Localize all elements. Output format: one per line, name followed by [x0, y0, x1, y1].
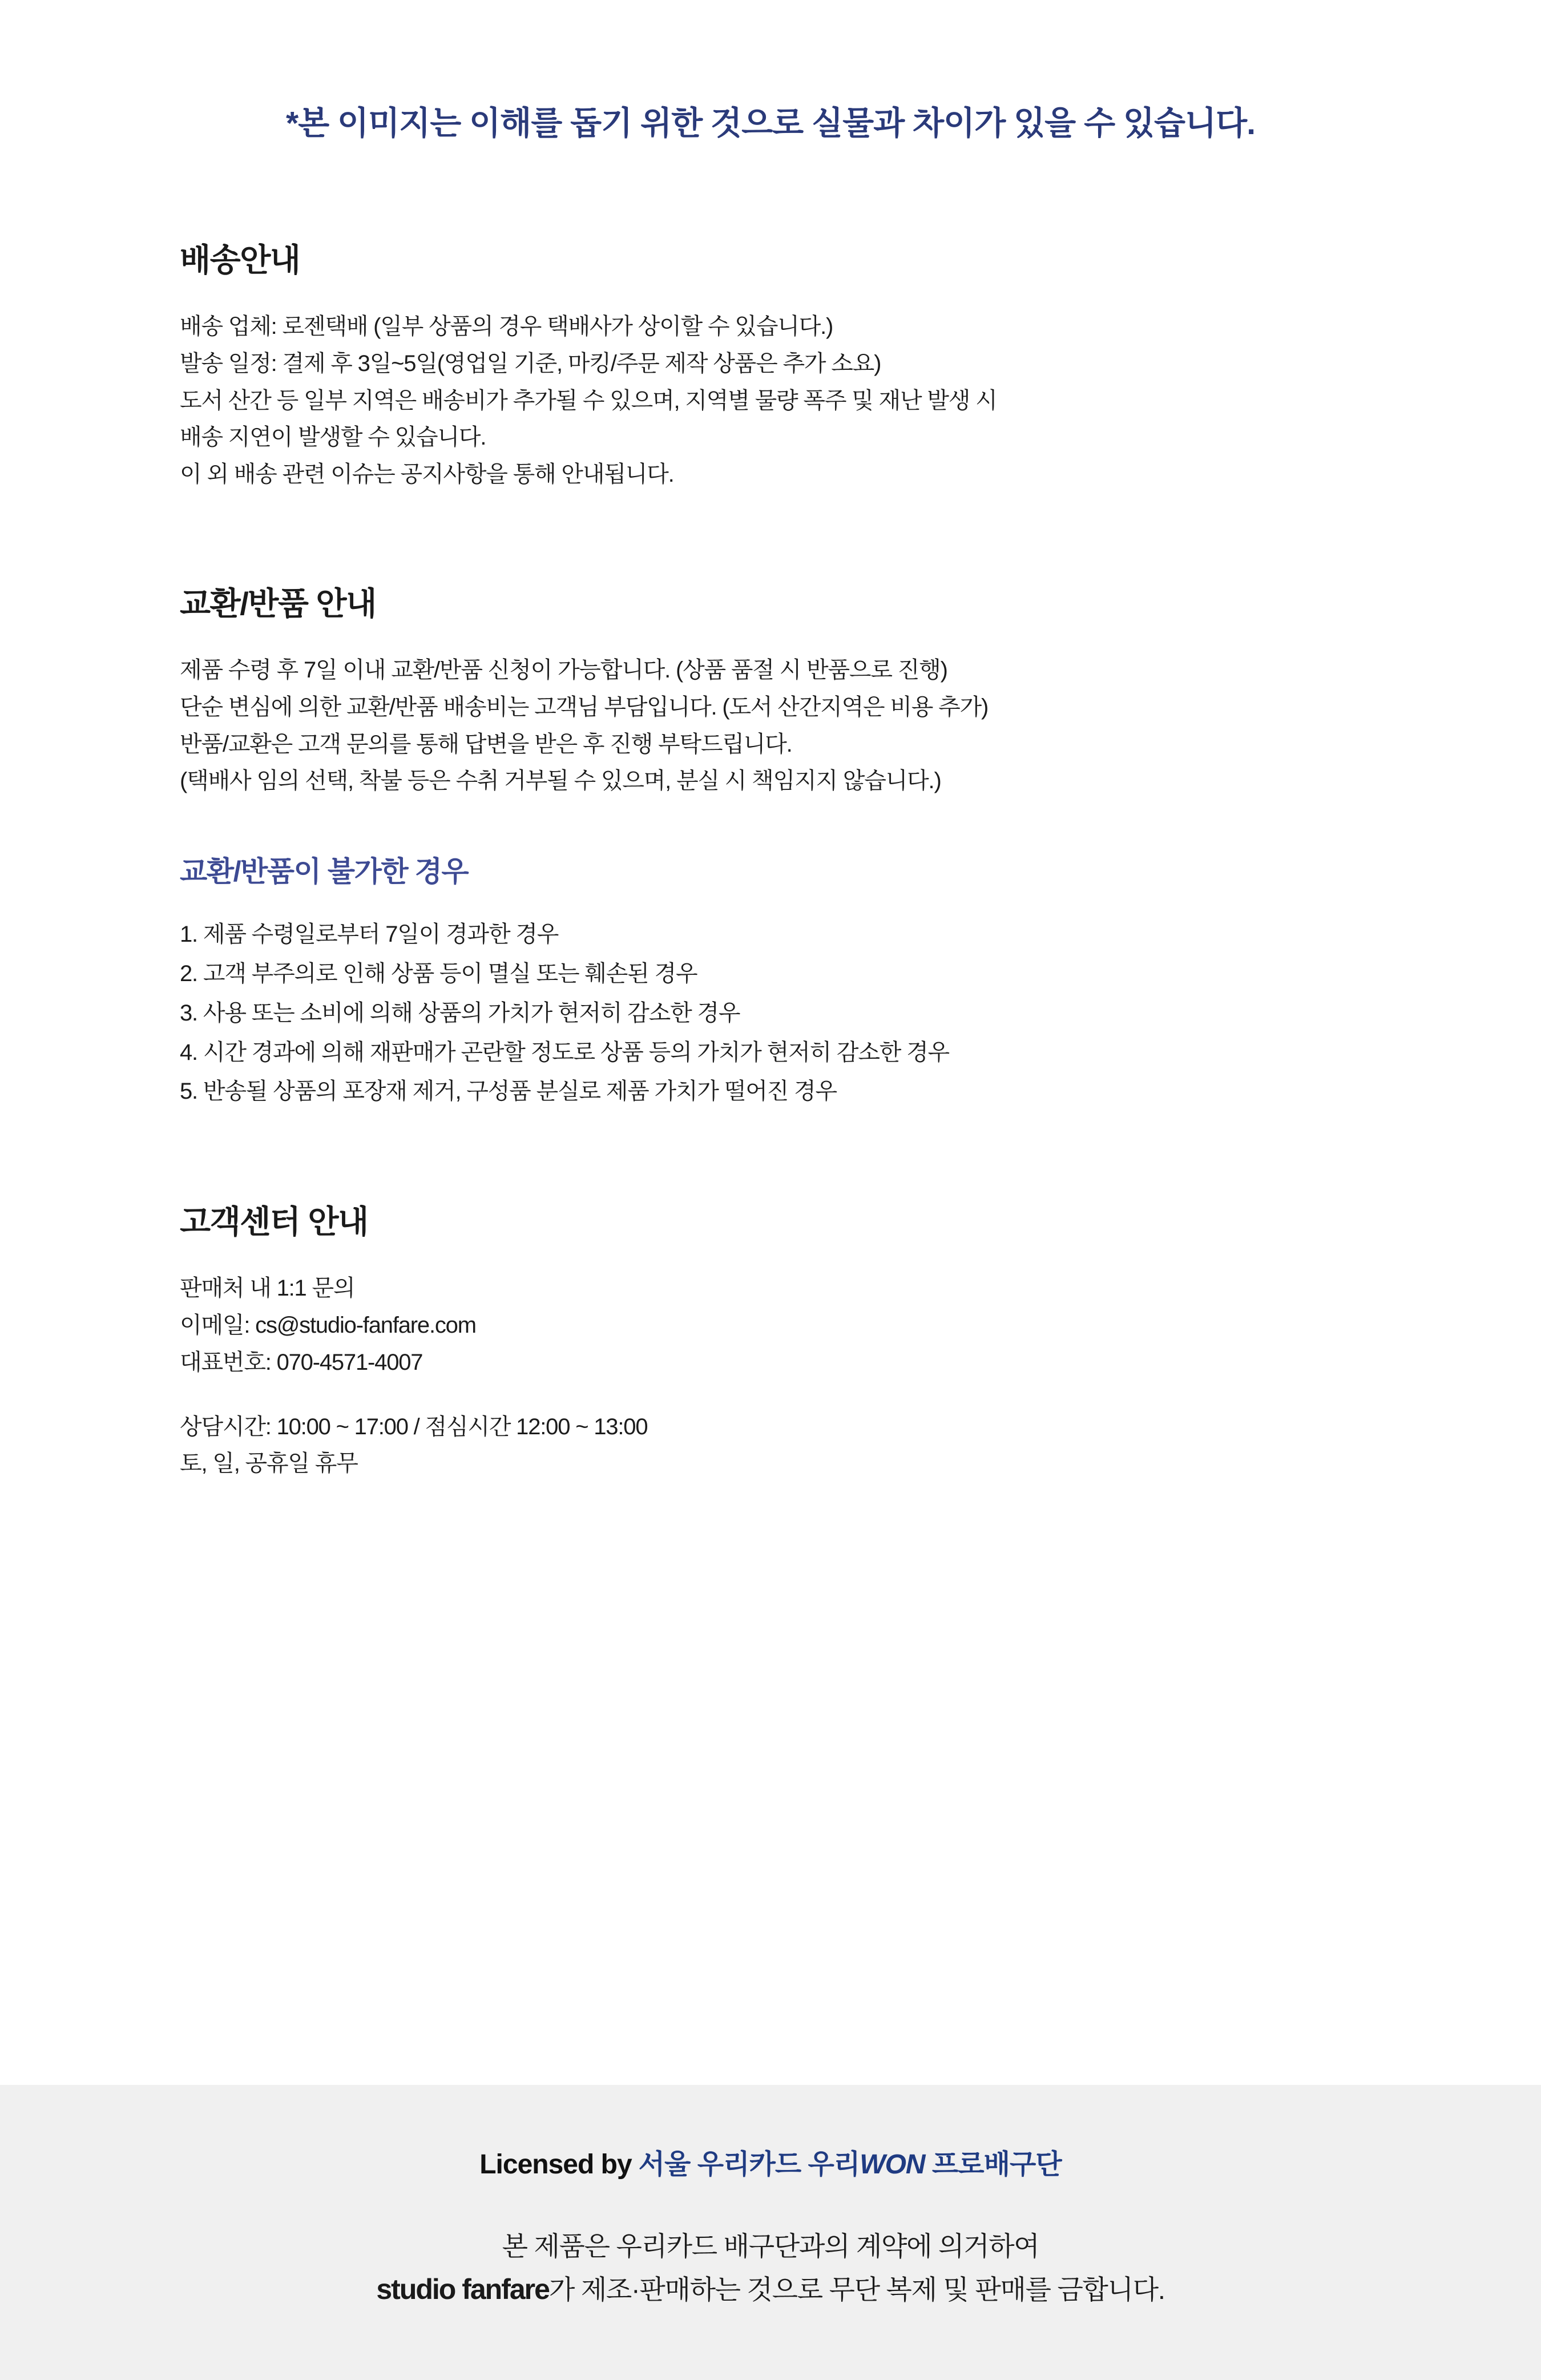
shipping-line: 이 외 배송 관련 이슈는 공지사항을 통해 안내됩니다. — [180, 462, 674, 487]
license-brand — [639, 2149, 1062, 2180]
bottom-spacer — [180, 1482, 1370, 1568]
license-brand-won: WON — [860, 2149, 925, 2180]
exchange-return-line: 반품/교환은 고객 문의를 통해 답변을 받은 후 진행 부탁드립니다. — [180, 731, 792, 757]
non-returnable-subtitle: 교환/반품이 불가한 경우 — [180, 856, 469, 888]
shipping-section-title: 배송안내 — [180, 242, 300, 278]
shipping-line: 도서 산간 등 일부 지역은 배송비가 추가될 수 있으며, 지역별 물량 폭주 및 재난 발생 시 — [180, 388, 997, 413]
exchange-return-line: 단순 변심에 의한 교환/반품 배송비는 고객님 부담입니다. (도서 산간지역은 비용 추가) — [180, 694, 989, 720]
shipping-line: 배송 지연이 발생할 수 있습니다. — [180, 425, 486, 450]
non-returnable-list — [180, 915, 1370, 1111]
list-item: 3. 사용 또는 소비에 의해 상품의 가치가 현저히 감소한 경우 — [180, 1000, 740, 1026]
shipping-section — [180, 235, 1370, 493]
customer-support-section-title: 고객센터 안내 — [180, 1204, 368, 1240]
image-disclaimer-notice: *본 이미지는 이해를 돕기 위한 것으로 실물과 차이가 있을 수 있습니다. — [285, 105, 1256, 142]
exchange-return-line: (택배사 임의 선택, 착불 등은 수취 거부될 수 있으며, 분실 시 책임지지 않습니다.) — [180, 768, 941, 794]
support-line-spacer — [180, 1381, 1370, 1409]
exchange-return-lines — [180, 652, 1370, 800]
support-holiday-line: 토, 일, 공휴일 휴무 — [180, 1451, 358, 1477]
studio-fanfare-logo-text: studio fanfare — [376, 2273, 549, 2305]
customer-support-lines — [180, 1270, 1370, 1482]
license-footer — [0, 2085, 1541, 2380]
support-phone-line: 대표번호: 070-4571-4007 — [180, 1349, 423, 1375]
shipping-line: 배송 업체: 로젠택배 (일부 상품의 경우 택배사가 상이할 수 있습니다.) — [180, 314, 833, 339]
support-email-line: 이메일: cs@studio-fanfare.com — [180, 1312, 476, 1338]
exchange-return-section — [180, 579, 1370, 1111]
support-hours-line: 상담시간: 10:00 ~ 17:00 / 점심시간 12:00 ~ 13:00 — [180, 1414, 648, 1439]
shipping-line: 발송 일정: 결제 후 3일~5일(영업일 기준, 마킹/주문 제작 상품은 추가 소요) — [180, 350, 881, 376]
footer-line-2-rest: 가 제조·판매하는 것으로 무단 복제 및 판매를 금합니다. — [548, 2274, 1165, 2305]
license-row — [0, 2142, 1541, 2181]
footer-line-1: 본 제품은 우리카드 배구단과의 계약에 의거하여 — [502, 2230, 1039, 2261]
license-brand-pre: 서울 우리카드 우리 — [638, 2149, 860, 2180]
customer-support-section — [180, 1197, 1370, 1482]
list-item: 4. 시간 경과에 의해 재판매가 곤란할 정도로 상품 등의 가치가 현저히 감소한 경우 — [180, 1039, 949, 1065]
exchange-return-line: 제품 수령 후 7일 이내 교환/반품 신청이 가능합니다. (상품 품절 시 반품으로 진행) — [180, 657, 947, 683]
content-area — [0, 155, 1541, 2011]
support-channel-line: 판매처 내 1:1 문의 — [180, 1276, 355, 1301]
exchange-return-section-title: 교환/반품 안내 — [180, 585, 376, 622]
licensed-by-label: Licensed by — [479, 2149, 632, 2180]
list-item: 5. 반송될 상품의 포장재 제거, 구성품 분실로 제품 가치가 떨어진 경우 — [180, 1079, 837, 1104]
license-brand-post: 프로배구단 — [925, 2149, 1062, 2180]
shipping-lines — [180, 308, 1370, 493]
footer-line-2 — [0, 2268, 1541, 2312]
list-item: 1. 제품 수령일로부터 7일이 경과한 경우 — [180, 922, 559, 947]
list-item: 2. 고객 부주의로 인해 상품 등이 멸실 또는 훼손된 경우 — [180, 961, 697, 986]
